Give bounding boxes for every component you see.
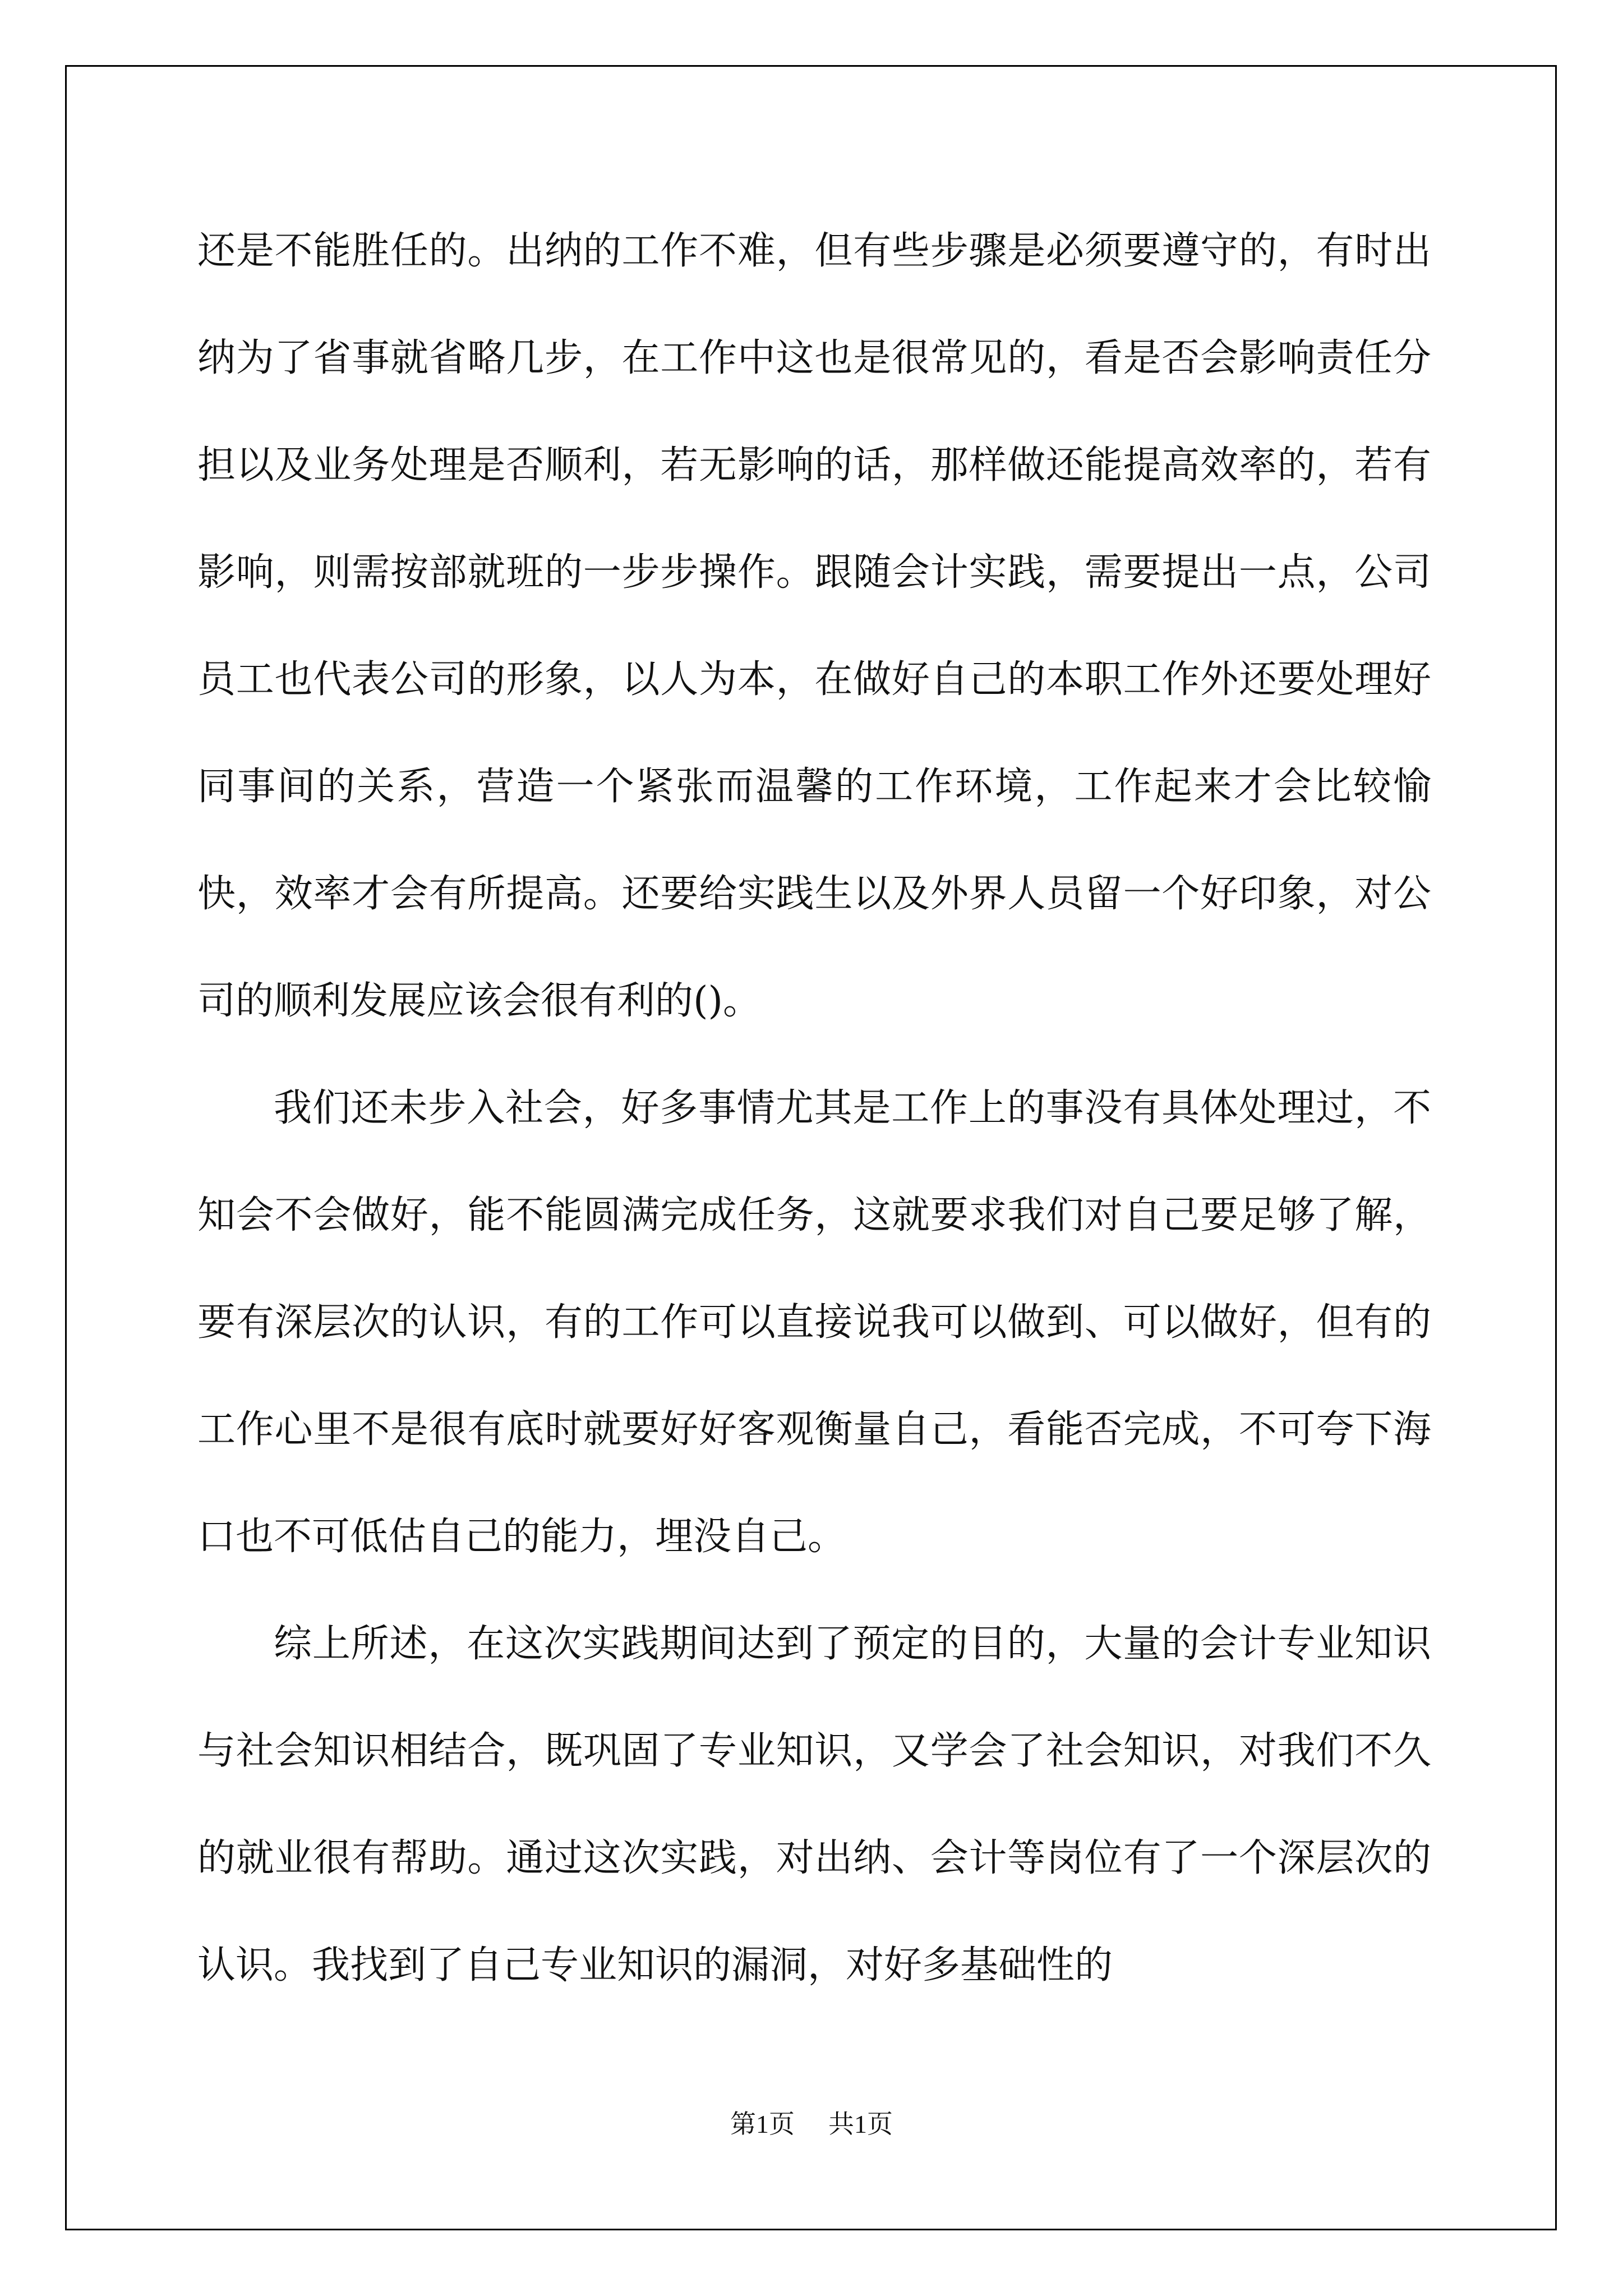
paragraph-3: 综上所述，在这次实践期间达到了预定的目的，大量的会计专业知识与社会知识相结合，既巩固了专业知识，又学会了社会知识，对我们不久的就业很有帮助。通过这次实践，对出纳、会计等岗位有了一个深层次的认识。我找到了自己专业知识的漏洞，对好多基础性的 xyxy=(197,1622,1431,1987)
page-footer xyxy=(0,2104,1623,2141)
page-total: 共1页 xyxy=(828,2110,893,2138)
page-number: 第1页 xyxy=(730,2110,795,2138)
paragraph-1: 还是不能胜任的。出纳的工作不难，但有些步骤是必须要遵守的，有时出纳为了省事就省略几步，在工作中这也是很常见的，看是否会影响责任分担以及业务处理是否顺利，若无影响的话，那样做还能提高效率的，若有影响，则需按部就班的一步步操作。跟随会计实践，需要提出一点，公司员工也代表公司的形象，以人为本，在做好自己的本职工作外还要处理好同事间的关系，营造一个紧张而温馨的工作环境，工作起来才会比较愉快，效率才会有所提高。还要给实践生以及外界人员留一个好印象，对公司的顺利发展应该会很有利的()。 xyxy=(197,229,1431,1023)
document-body xyxy=(197,197,1431,2019)
paragraph-2: 我们还未步入社会，好多事情尤其是工作上的事没有具体处理过，不知会不会做好，能不能圆满完成任务，这就要求我们对自己要足够了解，要有深层次的认识，有的工作可以直接说我可以做到、可以做好，但有的工作心里不是很有底时就要好好客观衡量自己，看能否完成，不可夸下海口也不可低估自己的能力，埋没自己。 xyxy=(197,1086,1431,1559)
